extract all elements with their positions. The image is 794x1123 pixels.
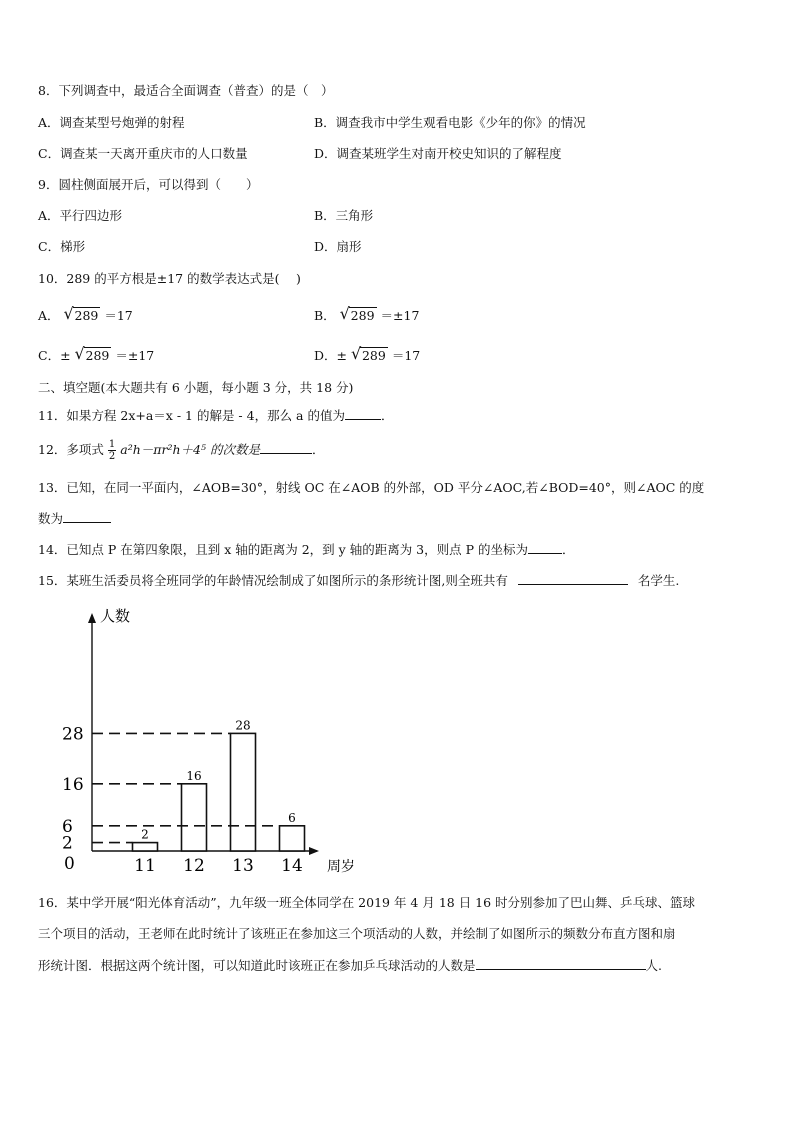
bar — [280, 826, 305, 851]
q10-d-radicand: 289 — [361, 348, 386, 363]
q9-option-b: B．三角形 — [314, 208, 374, 223]
age-bar-chart — [55, 600, 375, 880]
q15-text: 15．某班生活委员将全班同学的年龄情况绘制成了如图所示的条形统计图,则全班共有 — [38, 573, 508, 588]
q9-stem: 9．圆柱侧面展开后，可以得到（ ） — [38, 177, 259, 192]
y-tick-label: 16 — [62, 774, 84, 795]
bar — [231, 733, 256, 851]
q10-c-radicand: 289 — [85, 348, 110, 363]
fraction — [108, 439, 116, 462]
y-tick-label: 28 — [62, 724, 84, 745]
sqrt-symbol: √ 289 — [350, 344, 386, 363]
q10-option-b — [314, 304, 420, 324]
sqrt-symbol: √ 289 — [74, 344, 110, 363]
x-tick-label: 12 — [183, 856, 205, 876]
answer-blank[interactable] — [528, 541, 562, 554]
q16-line1: 16．某中学开展“阳光体育活动”，九年级一班全体同学在 2019 年 4 月 18 日 16 时分别参加了巴山舞、乒乓球、篮球 — [38, 895, 696, 910]
q10-b-radicand: 289 — [350, 308, 375, 323]
x-axis-arrow-icon — [309, 847, 319, 855]
answer-blank[interactable] — [63, 510, 111, 523]
q12-end: ． — [311, 442, 325, 457]
q16-line2: 三个项目的活动，王老师在此时统计了该班正在参加这三个项活动的人数，并绘制了如图所示的频数分布直方图和扇 — [38, 926, 676, 941]
q8-stem: 8．下列调查中，最适合全面调查（普查）的是（ ） — [38, 83, 334, 98]
y-axis-arrow-icon — [88, 613, 96, 623]
bar — [133, 843, 158, 851]
q10-option-a — [38, 304, 133, 324]
q13-line2 — [38, 510, 111, 527]
q9-option-d: D．扇形 — [314, 239, 362, 254]
q16-end: 人. — [645, 958, 662, 973]
x-tick-label: 14 — [281, 856, 303, 876]
q11-text: 11．如果方程 2x+a＝x - 1 的解是 - 4，那么 a 的值为 — [38, 408, 345, 423]
q12 — [38, 435, 324, 465]
frac-numerator: 1 — [108, 439, 116, 450]
y-tick-label: 2 — [62, 833, 73, 854]
q8-option-b: B．调查我市中学生观看电影《少年的你》的情况 — [314, 115, 586, 130]
q8-option-d: D．调查某班学生对南开校史知识的了解程度 — [314, 146, 562, 161]
q10-option-c — [38, 344, 155, 364]
q9-option-c: C．梯形 — [38, 239, 86, 254]
q10-a-label: A． — [38, 308, 60, 323]
q10-stem: 10．289 的平方根是±17 的数学表达式是( ) — [38, 271, 301, 286]
y-tick-label: 6 — [62, 816, 73, 837]
q16-line3-text: 形统计图．根据这两个统计图，可以知道此时该班正在参加乒乓球活动的人数是 — [38, 958, 476, 973]
q15 — [38, 572, 679, 589]
x-tick-label: 13 — [232, 856, 254, 876]
bar — [182, 784, 207, 851]
x-axis-title: 周岁 — [327, 859, 355, 875]
q15-end: 名学生. — [637, 573, 680, 588]
sqrt-symbol: √ 289 — [339, 304, 375, 323]
answer-blank[interactable] — [518, 572, 628, 585]
q13-line2-text: 数为 — [38, 511, 64, 526]
q10-option-d — [314, 344, 421, 364]
q10-d-rest: ＝17 — [391, 348, 421, 363]
q10-b-rest: ＝±17 — [380, 308, 420, 323]
origin-label: 0 — [64, 854, 75, 874]
answer-blank[interactable] — [345, 407, 381, 420]
q13-line1: 13．已知，在同一平面内，∠AOB=30°，射线 OC 在∠AOB 的外部，OD 平分∠AOC,若∠BOD=40°，则∠AOC 的度 — [38, 480, 705, 495]
q9-option-a: A．平行四边形 — [38, 208, 123, 223]
q10-b-label: B． — [314, 308, 336, 323]
q14-text: 14．已知点 P 在第四象限，且到 x 轴的距离为 2，到 y 轴的距离为 3，则点 P 的坐标为 — [38, 542, 528, 557]
q10-a-radicand: 289 — [74, 308, 99, 323]
q16-line3 — [38, 957, 662, 974]
section-heading: 二、填空题(本大题共有 6 小题，每小题 3 分，共 18 分) — [38, 380, 354, 395]
q11 — [38, 407, 394, 424]
q12-text: 12．多项式 — [38, 442, 104, 457]
answer-blank[interactable] — [476, 957, 646, 970]
y-axis-title: 人数 — [100, 607, 131, 625]
bar-value-label: 2 — [141, 827, 149, 842]
bar-value-label: 16 — [186, 768, 202, 783]
q10-c-label: C．± — [38, 348, 71, 363]
sqrt-symbol: √ 289 — [63, 304, 99, 323]
q14-end: ． — [561, 542, 575, 557]
q11-end: ． — [380, 408, 394, 423]
q14 — [38, 541, 575, 558]
answer-blank[interactable] — [260, 441, 312, 454]
q10-d-label: D．± — [314, 348, 347, 363]
q10-a-rest: ＝17 — [104, 308, 133, 323]
q8-option-a: A．调查某型号炮弹的射程 — [38, 115, 185, 130]
q10-c-rest: ＝±17 — [115, 348, 155, 363]
x-tick-label: 11 — [134, 856, 156, 876]
q8-option-c: C．调查某一天离开重庆市的人口数量 — [38, 146, 248, 161]
bar-value-label: 6 — [288, 810, 296, 825]
q12-expression: a²h－πr²h＋4⁵ 的次数是 — [120, 442, 260, 457]
frac-denominator: 2 — [108, 451, 116, 462]
bar-value-label: 28 — [235, 718, 251, 733]
